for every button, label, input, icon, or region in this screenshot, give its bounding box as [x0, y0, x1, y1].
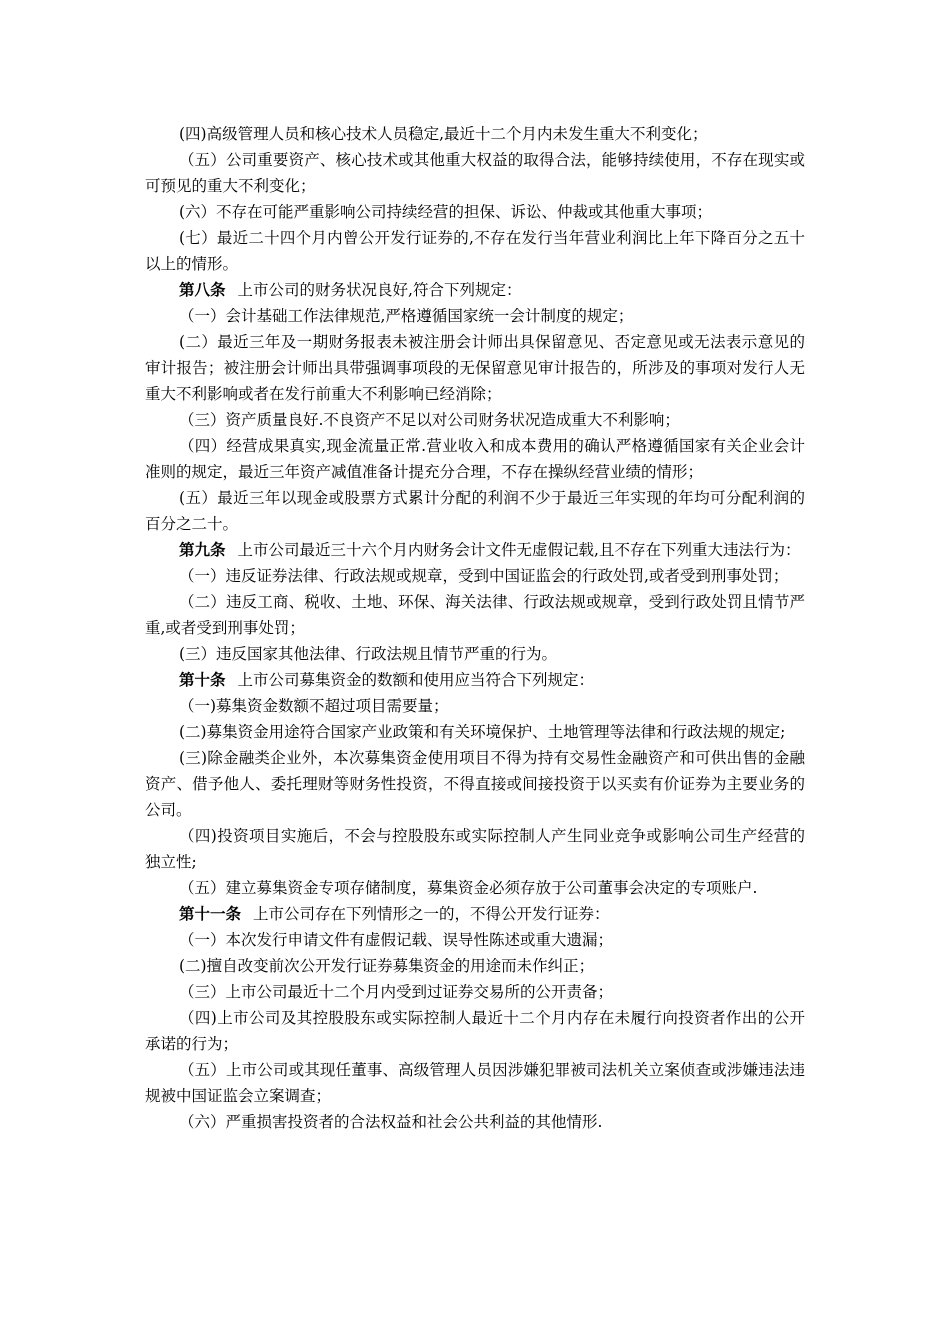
clause-paragraph	[145, 589, 805, 641]
clause-paragraph	[145, 1005, 805, 1057]
clause-paragraph	[145, 927, 805, 953]
clause-text: (二)擅自改变前次公开发行证券募集资金的用途而未作纠正；	[179, 957, 595, 975]
article-paragraph	[145, 667, 805, 693]
clause-paragraph	[145, 693, 805, 719]
article-heading: 第八条	[179, 280, 226, 299]
clause-paragraph	[145, 745, 805, 823]
article-text: 上市公司募集资金的数额和使用应当符合下列规定：	[237, 671, 595, 689]
clause-text: （一）本次发行申请文件有虚假记载、误导性陈述或重大遗漏；	[179, 931, 614, 949]
clause-text: (七）最近二十四个月内曾公开发行证券的,不存在发行当年营业利润比上年下降百分之五十以上的情形。	[145, 229, 805, 273]
clause-text: （一）违反证券法律、行政法规或规章，受到中国证监会的行政处罚,或者受到刑事处罚；	[179, 567, 789, 585]
clause-paragraph	[145, 433, 805, 485]
clause-paragraph	[145, 225, 805, 277]
clause-text: （三）资产质量良好.不良资产不足以对公司财务状况造成重大不利影响；	[179, 411, 680, 429]
clause-text: (二)募集资金用途符合国家产业政策和有关环境保护、土地管理等法律和行政法规的规定;	[179, 723, 786, 741]
clause-paragraph	[145, 407, 805, 433]
article-heading: 第九条	[179, 540, 226, 559]
article-paragraph	[145, 537, 805, 563]
article-paragraph	[145, 277, 805, 303]
clause-text: (三)除金融类企业外，本次募集资金使用项目不得为持有交易性金融资产和可供出售的金融资产、借予他人、委托理财等财务性投资，不得直接或间接投资于以买卖有价证券为主要业务的公司。	[145, 749, 805, 819]
clause-text: (六）不存在可能严重影响公司持续经营的担保、诉讼、仲裁或其他重大事项；	[179, 203, 713, 221]
clause-paragraph	[145, 953, 805, 979]
clause-paragraph	[145, 303, 805, 329]
article-text: 上市公司存在下列情形之一的，不得公开发行证券：	[253, 905, 610, 923]
clause-paragraph	[145, 121, 805, 147]
clause-text: （四）经营成果真实,现金流量正常.营业收入和成本费用的确认严格遵循国家有关企业会计准则的规定，最近三年资产减值准备计提充分合理，不存在操纵经营业绩的情形；	[145, 437, 805, 481]
clause-text: （二）违反工商、税收、土地、环保、海关法律、行政法规或规章，受到行政处罚且情节严重,或者受到刑事处罚；	[145, 593, 805, 637]
clause-paragraph	[145, 199, 805, 225]
clause-paragraph	[145, 979, 805, 1005]
clause-text: （三）上市公司最近十二个月内受到过证券交易所的公开责备；	[179, 983, 614, 1001]
clause-text: （六）严重损害投资者的合法权益和社会公共利益的其他情形.	[179, 1113, 603, 1131]
article-heading: 第十条	[179, 670, 226, 689]
clause-text: （四)上市公司及其控股股东或实际控制人最近十二个月内存在未履行向投资者作出的公开承诺的行为；	[145, 1009, 805, 1053]
clause-text: (三）违反国家其他法律、行政法规且情节严重的行为。	[179, 645, 558, 663]
clause-text: （五）建立募集资金专项存储制度，募集资金必须存放于公司董事会决定的专项账户.	[179, 879, 758, 897]
clause-paragraph	[145, 485, 805, 537]
clause-paragraph	[145, 719, 805, 745]
clause-text: (二）最近三年及一期财务报表未被注册会计师出具保留意见、否定意见或无法表示意见的审计报告；被注册会计师出具带强调事项段的无保留意见审计报告的，所涉及的事项对发行人无重大不利影响或者在发行前重大不利影响已经消除；	[145, 333, 805, 403]
clause-paragraph	[145, 875, 805, 901]
article-heading: 第十一条	[179, 904, 242, 923]
clause-text: （一)募集资金数额不超过项目需要量；	[179, 697, 449, 715]
clause-paragraph	[145, 563, 805, 589]
clause-paragraph	[145, 823, 805, 875]
clause-text: （四)投资项目实施后，不会与控股股东或实际控制人产生同业竞争或影响公司生产经营的独立性;	[145, 827, 805, 871]
clause-text: （五）上市公司或其现任董事、高级管理人员因涉嫌犯罪被司法机关立案侦查或涉嫌违法违规被中国证监会立案调查；	[145, 1061, 805, 1105]
clause-paragraph	[145, 1109, 805, 1135]
clause-paragraph	[145, 329, 805, 407]
clause-paragraph	[145, 147, 805, 199]
document-page	[145, 121, 805, 1135]
article-text: 上市公司的财务状况良好,符合下列规定：	[237, 281, 522, 299]
clause-text: （一）会计基础工作法律规范,严格遵循国家统一会计制度的规定；	[179, 307, 634, 325]
article-paragraph	[145, 901, 805, 927]
clause-paragraph	[145, 1057, 805, 1109]
article-text: 上市公司最近三十六个月内财务会计文件无虚假记载,且不存在下列重大违法行为：	[237, 541, 801, 559]
clause-text: （五）公司重要资产、核心技术或其他重大权益的取得合法，能够持续使用，不存在现实或可预见的重大不利变化；	[145, 151, 805, 195]
clause-text: (五）最近三年以现金或股票方式累计分配的利润不少于最近三年实现的年均可分配利润的百分之二十。	[145, 489, 805, 533]
clause-paragraph	[145, 641, 805, 667]
clause-text: (四)高级管理人员和核心技术人员稳定,最近十二个月内未发生重大不利变化；	[179, 125, 708, 143]
